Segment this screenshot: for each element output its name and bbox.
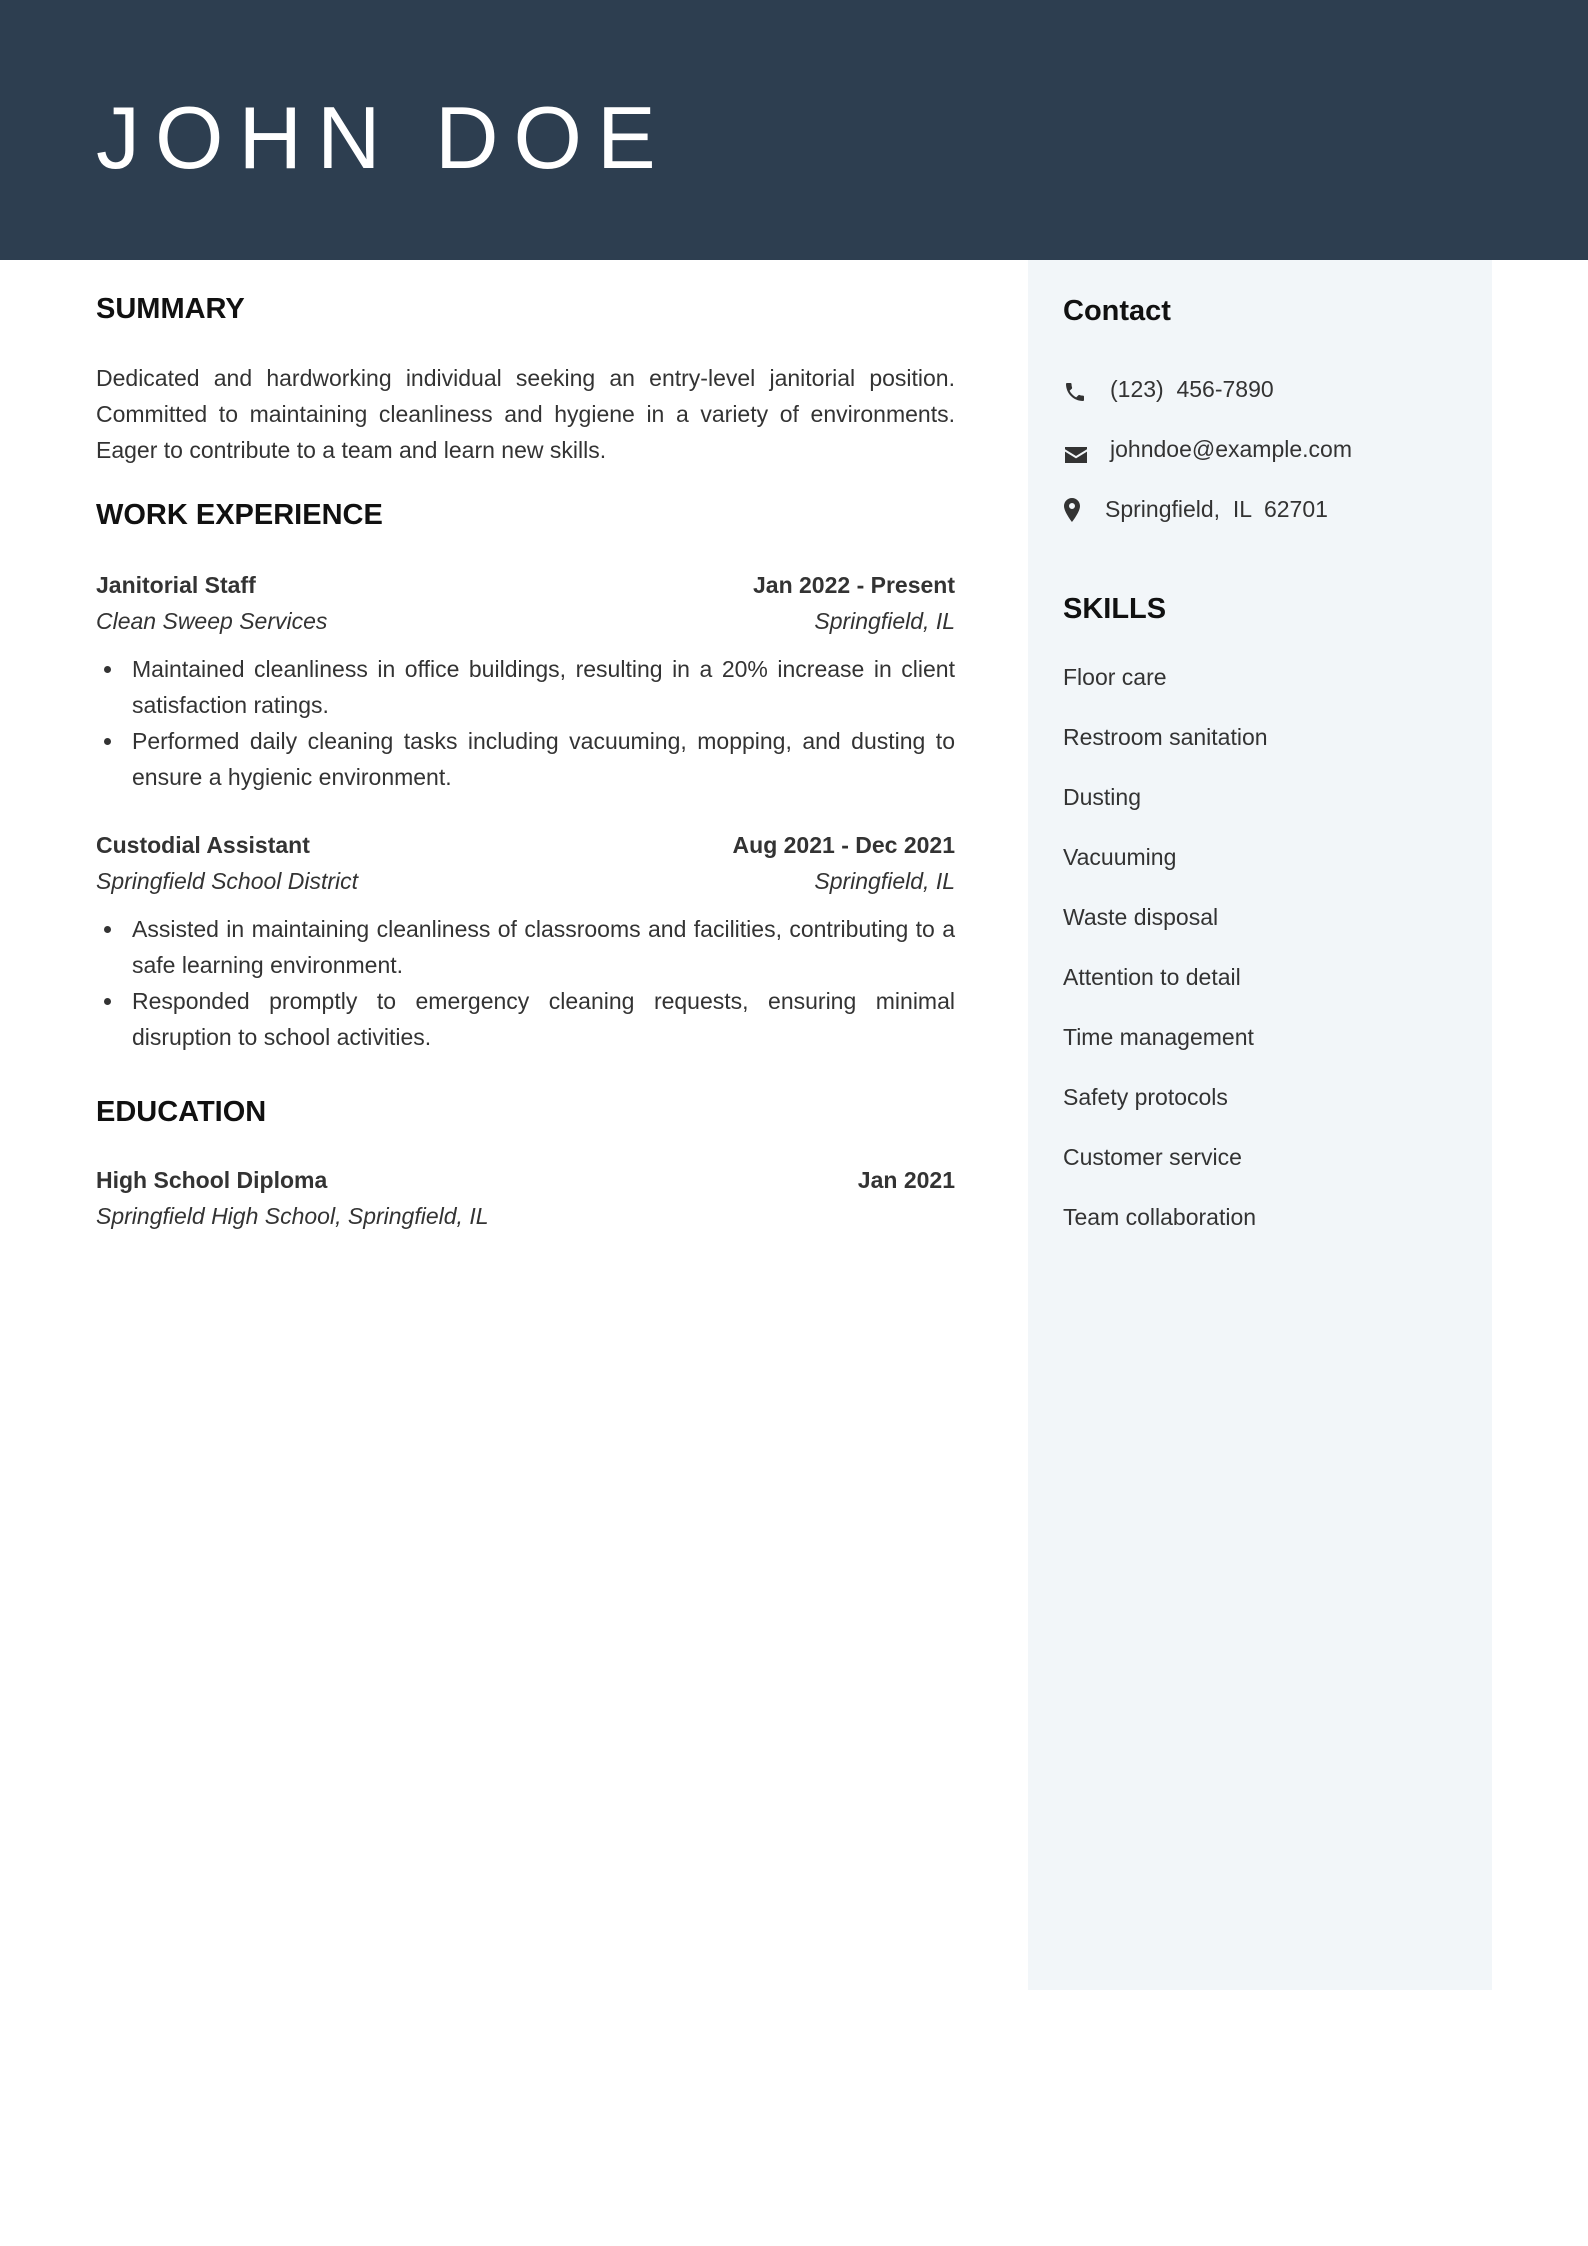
job-title: Custodial Assistant <box>96 832 310 858</box>
candidate-name: JOHN DOE <box>96 88 671 187</box>
job-bullet-list <box>96 651 955 795</box>
contact-phone-text: (123) 456-7890 <box>1110 376 1274 402</box>
phone-icon <box>1063 378 1087 414</box>
job-bullet: Responded promptly to emergency cleaning requests, ensuring minimal disruption to school activities. <box>96 983 955 1055</box>
contact-heading: Contact <box>1063 295 1171 327</box>
education-degree: High School Diploma <box>96 1167 328 1193</box>
skill-item: Restroom sanitation <box>1063 724 1268 750</box>
education-heading: EDUCATION <box>96 1096 267 1128</box>
work-experience-heading: WORK EXPERIENCE <box>96 499 383 531</box>
job-bullet-list <box>96 911 955 1055</box>
skill-item: Dusting <box>1063 784 1141 810</box>
education-header-row <box>96 1162 955 1198</box>
education-date: Jan 2021 <box>857 1167 955 1193</box>
contact-email <box>1063 431 1463 467</box>
skill-item: Safety protocols <box>1063 1084 1228 1110</box>
contact-phone <box>1063 371 1463 407</box>
job-bullet: Performed daily cleaning tasks including vacuuming, mopping, and dusting to ensure a hygienic environment. <box>96 723 955 795</box>
skill-item: Waste disposal <box>1063 904 1219 930</box>
job-dates: Jan 2022 - Present <box>752 572 955 598</box>
job-location: Springfield, IL <box>814 868 955 894</box>
skill-item: Team collaboration <box>1063 1204 1257 1230</box>
contact-email-text[interactable]: johndoe@example.com <box>1110 436 1352 462</box>
job-header-row <box>96 567 955 603</box>
education-school-row <box>96 1198 955 1234</box>
skill-item: Customer service <box>1063 1144 1242 1170</box>
job-location: Springfield, IL <box>814 608 955 634</box>
summary-heading: SUMMARY <box>96 293 245 325</box>
job-header-row <box>96 827 955 863</box>
job-bullet: Maintained cleanliness in office buildings, resulting in a 20% increase in client satisfaction ratings. <box>96 651 955 723</box>
education-school: Springfield High School, Springfield, IL <box>96 1203 489 1229</box>
skill-item: Vacuuming <box>1063 844 1177 870</box>
map-marker-icon <box>1063 497 1081 533</box>
job-bullet: Assisted in maintaining cleanliness of classrooms and facilities, contributing to a safe learning environment. <box>96 911 955 983</box>
skill-item: Floor care <box>1063 664 1167 690</box>
job-company: Clean Sweep Services <box>96 608 328 634</box>
header-banner <box>0 0 1588 260</box>
job-company: Springfield School District <box>96 868 359 894</box>
skill-item: Attention to detail <box>1063 964 1241 990</box>
skills-heading: SKILLS <box>1063 593 1167 625</box>
contact-location <box>1063 491 1463 527</box>
envelope-icon <box>1063 439 1089 475</box>
job-company-row <box>96 863 955 899</box>
summary-text: Dedicated and hardworking individual seeking an entry-level janitorial position. Committed to maintaining cleanliness and hygiene in a variety of environments. Eager to contribute to a team and learn new skills. <box>96 365 955 463</box>
job-company-row <box>96 603 955 639</box>
job-dates: Aug 2021 - Dec 2021 <box>732 832 955 858</box>
job-title: Janitorial Staff <box>96 572 256 598</box>
skill-item: Time management <box>1063 1024 1254 1050</box>
contact-location-text: Springfield, IL 62701 <box>1105 496 1328 522</box>
